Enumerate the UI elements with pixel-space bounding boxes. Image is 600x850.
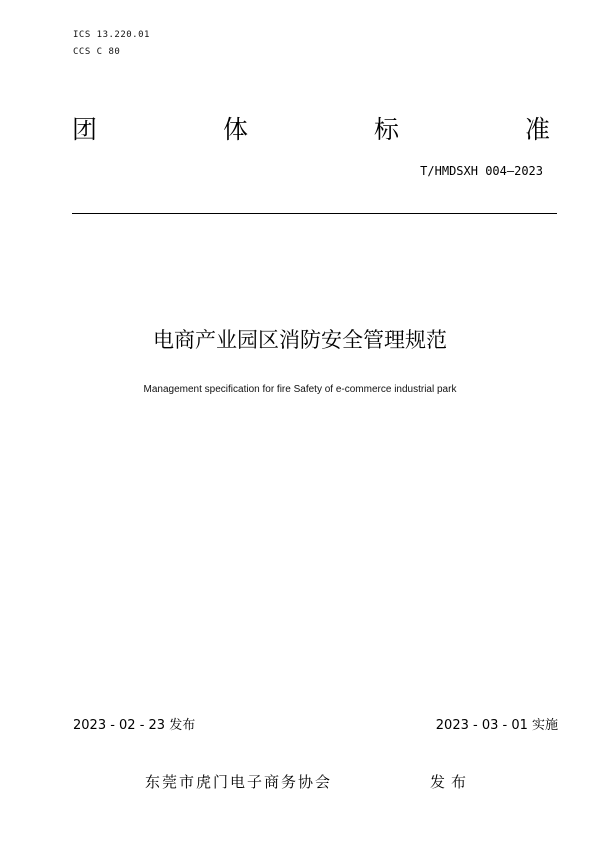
publisher-name: 东莞市虎门电子商务协会 (145, 773, 333, 791)
group-standard-char: 准 (524, 115, 550, 144)
group-standard-char: 团 (72, 115, 98, 144)
standard-number: T/HMDSXH 004—2023 (420, 164, 543, 178)
ccs-code: CCS C 80 (73, 47, 121, 57)
document-title: 电商产业园区消防安全管理规范 (153, 328, 447, 352)
ics-code: ICS 13.220.01 (73, 30, 150, 40)
issue-date: 2023 - 02 - 23 发布 (73, 718, 196, 733)
group-standard-char: 标 (373, 115, 399, 144)
group-standard-heading (72, 113, 550, 147)
header-divider (72, 213, 557, 214)
group-standard-char: 体 (222, 115, 248, 144)
document-subtitle-english: Management specification for fire Safety of e-commerce industrial park (143, 384, 457, 395)
implementation-date: 2023 - 03 - 01 实施 (435, 718, 558, 733)
publish-label: 发布 (430, 773, 473, 791)
